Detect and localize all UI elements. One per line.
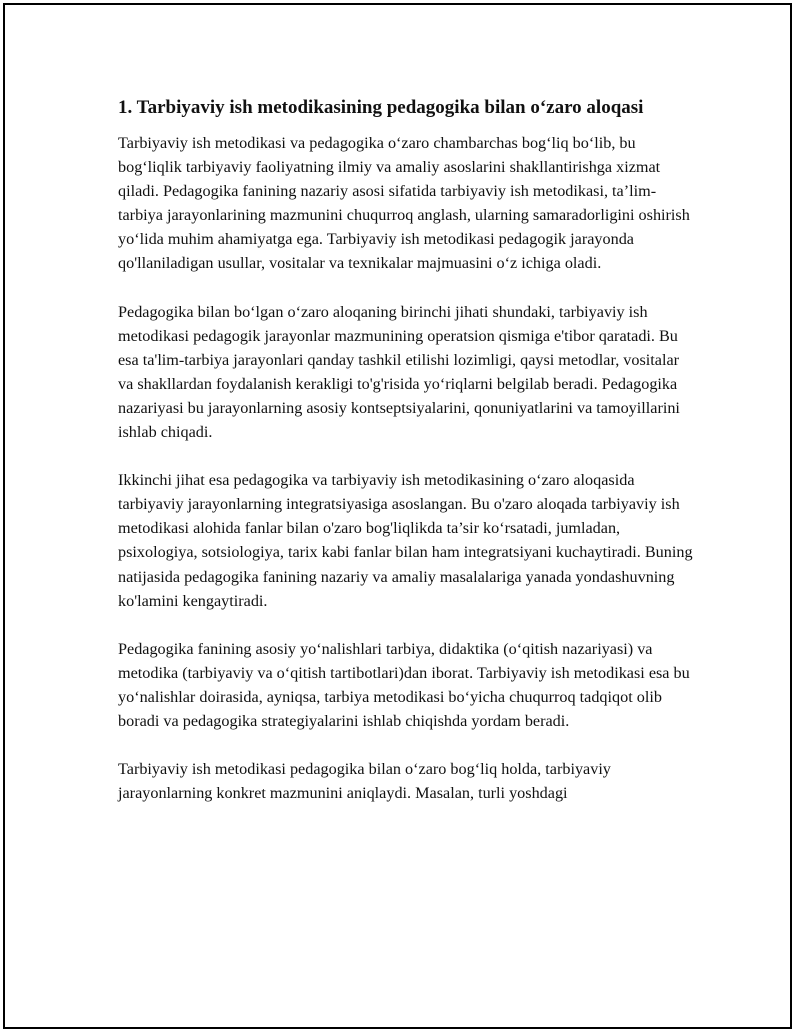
- paragraph: Pedagogika bilan bo‘lgan o‘zaro aloqaning birinchi jihati shundaki, tarbiyaviy ish metodikasi pedagogik jarayonlar mazmunining operatsion qismiga e'tibor qaratadi. Bu esa ta'lim-tarbiya jarayonlari qanday tashkil etilishi lozimligi, qaysi metodlar, vositalar va shakllardan foydalanish kerakligi to'g'risida yo‘riqlarni belgilab beradi. Pedagogika nazariyasi bu jarayonlarning asosiy kontseptsiyalarini, qonuniyatlarini va tamoyillarini ishlab chiqadi.: [118, 302, 680, 442]
- paragraph: Tarbiyaviy ish metodikasi va pedagogika o‘zaro chambarchas bog‘liq bo‘lib, bu bog‘liqlik tarbiyaviy faoliyatning ilmiy va amaliy asoslarini shakllantirishga xizmat qiladi. Pedagogika fanining nazariy asosi sifatida tarbiyaviy ish metodikasi, ta’lim-tarbiya jarayonlarining mazmunini chuqurroq anglash, ularning samaradorligini oshirish yo‘lida muhim ahamiyatga ega. Tarbiyaviy ish metodikasi pedagogik jarayonda qo'llaniladigan usullar, vositalar va texnikalar majmuasini o‘z ichiga oladi.: [118, 134, 690, 273]
- paragraph: Pedagogika fanining asosiy yo‘nalishlari tarbiya, didaktika (o‘qitish nazariyasi) va metodika (tarbiyaviy va o‘qitish tartibotlari)dan iborat. Tarbiyaviy ish metodikasi esa bu yo‘nalishlar doirasida, ayniqsa, tarbiya metodikasi bo‘yicha chuqurroq tadqiqot olib boradi va pedagogika strategiyalarini ishlab chiqishda yordam beradi.: [118, 639, 690, 730]
- paragraph: Ikkinchi jihat esa pedagogika va tarbiyaviy ish metodikasining o‘zaro aloqasida tarbiyaviy jarayonlarning integratsiyasiga asoslangan. Bu o'zaro aloqada tarbiyaviy ish metodikasi alohida fanlar bilan o'zaro bog'liqlikda ta’sir ko‘rsatadi, jumladan, psixologiya, sotsiologiya, tarix kabi fanlar bilan ham integratsiyani kuchaytiradi. Buning natijasida pedagogika fanining nazariy va amaliy masalalariga yanada yondashuvning ko'lamini kengaytiradi.: [118, 471, 693, 610]
- section-heading: 1. Tarbiyaviy ish metodikasining pedagogika bilan o‘zaro aloqasi: [118, 97, 644, 118]
- document-body: [118, 94, 698, 829]
- paragraph: Tarbiyaviy ish metodikasi pedagogika bilan o‘zaro bog‘liq holda, tarbiyaviy jarayonlarning konkret mazmunini aniqlaydi. Masalan, turli yoshdagi: [118, 760, 611, 803]
